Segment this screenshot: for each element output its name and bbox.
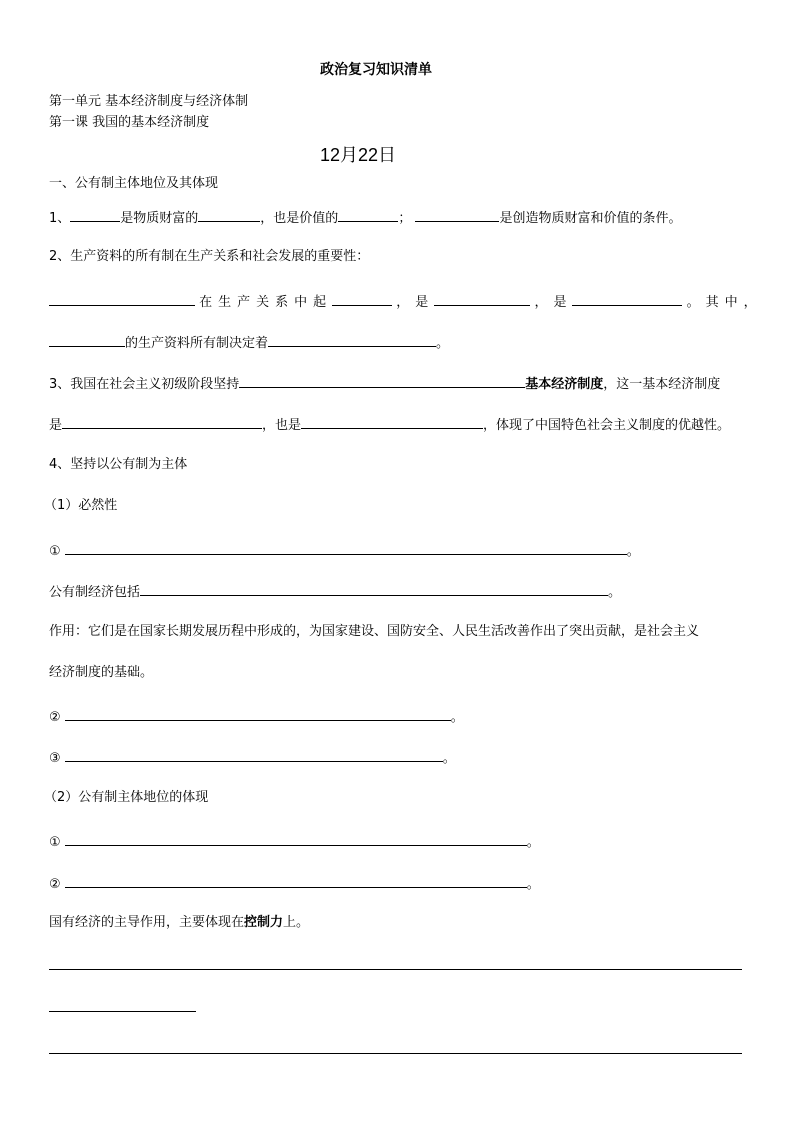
effect-line-2: 经济制度的基础。 (49, 665, 154, 680)
unit-heading: 第一单元 基本经济制度与经济体制 (49, 94, 249, 109)
answer-line-2 (49, 707, 464, 726)
answer-blank[interactable] (65, 748, 443, 762)
question-1 (49, 208, 681, 227)
answer-blank[interactable] (140, 582, 608, 596)
subsection-heading: （2）公有制主体地位的体现 (44, 790, 209, 805)
question-text: 3、我国在社会主义初级阶段坚持 (49, 377, 240, 392)
answer-blank[interactable] (49, 292, 195, 306)
question-4-heading: 4、坚持以公有制为主体 (49, 457, 188, 472)
answer-blank[interactable] (62, 415, 262, 429)
answer-line-3 (49, 748, 456, 767)
answer-line-5 (49, 874, 540, 893)
answer-blank[interactable] (198, 208, 260, 222)
answer-blank[interactable] (338, 208, 398, 222)
answer-blank[interactable] (70, 208, 120, 222)
answer-line-4 (49, 832, 540, 851)
circled-number: ③ (49, 751, 61, 766)
public-economy-line (49, 582, 621, 601)
question-3-line-2 (49, 415, 730, 434)
writing-line[interactable] (49, 969, 742, 970)
question-text: 上。 (283, 915, 310, 930)
date-label: 12月22日 (320, 145, 397, 165)
question-2-line-2 (49, 333, 449, 352)
page-title: 政治复习知识清单 (320, 62, 432, 78)
writing-line[interactable] (49, 1053, 742, 1054)
line-end: 。 (526, 877, 540, 892)
line-end: 。 (626, 544, 640, 559)
answer-blank[interactable] (332, 292, 392, 306)
section-heading: 一、公有制主体地位及其体现 (49, 176, 219, 191)
answer-blank[interactable] (239, 374, 525, 388)
question-text: ，是 (396, 295, 435, 310)
answer-blank[interactable] (572, 292, 682, 306)
question-text: 。 (436, 336, 450, 351)
circled-number: ② (49, 877, 61, 892)
question-text: 是创造物质财富和价值的条件。 (499, 211, 682, 226)
state-economy-line (49, 915, 309, 931)
question-text: 国有经济的主导作用，主要体现在 (49, 915, 245, 930)
question-2-heading: 2、生产资料的所有制在生产关系和社会发展的重要性： (49, 249, 370, 264)
answer-line-1 (49, 541, 640, 560)
question-text: 公有制经济包括 (49, 585, 141, 600)
question-text-bold: 基本经济制度 (525, 377, 604, 392)
answer-blank[interactable] (268, 333, 436, 347)
question-text: ； (398, 211, 412, 226)
answer-blank[interactable] (65, 707, 451, 721)
question-text: 的生产资料所有制决定着 (125, 336, 269, 351)
writing-line[interactable] (49, 1011, 196, 1012)
answer-blank[interactable] (65, 874, 527, 888)
question-text: ，体现了中国特色社会主义制度的优越性。 (483, 418, 731, 433)
circled-number: ① (49, 544, 61, 559)
question-text: ，也是 (262, 418, 302, 433)
line-end: 。 (526, 835, 540, 850)
subsection-heading: （1）必然性 (44, 498, 118, 513)
lesson-heading: 第一课 我国的基本经济制度 (49, 115, 210, 130)
question-text: ，是 (534, 295, 573, 310)
answer-blank[interactable] (434, 292, 530, 306)
effect-line-1: 作用：它们是在国家长期发展历程中形成的，为国家建设、国防安全、人民生活改善作出了突出贡献，是社会主义 (49, 624, 700, 639)
question-text: 是 (49, 418, 63, 433)
question-text: 。其中， (686, 295, 763, 310)
answer-blank[interactable] (301, 415, 483, 429)
question-text: ，也是价值的 (260, 211, 339, 226)
circled-number: ① (49, 835, 61, 850)
line-end: 。 (450, 710, 464, 725)
question-3-line-1 (49, 374, 720, 393)
question-text: 是物质财富的 (120, 211, 199, 226)
question-text: 在生产关系中起 (199, 295, 333, 310)
answer-blank[interactable] (65, 541, 627, 555)
answer-blank[interactable] (415, 208, 499, 222)
question-text: ，这一基本经济制度 (603, 377, 721, 392)
line-end: 。 (442, 751, 456, 766)
question-number: 1、 (49, 211, 71, 226)
question-2-line-1 (49, 292, 763, 311)
question-text-bold: 控制力 (244, 915, 284, 930)
circled-number: ② (49, 710, 61, 725)
line-end: 。 (608, 585, 622, 600)
answer-blank[interactable] (49, 333, 125, 347)
answer-blank[interactable] (65, 832, 527, 846)
